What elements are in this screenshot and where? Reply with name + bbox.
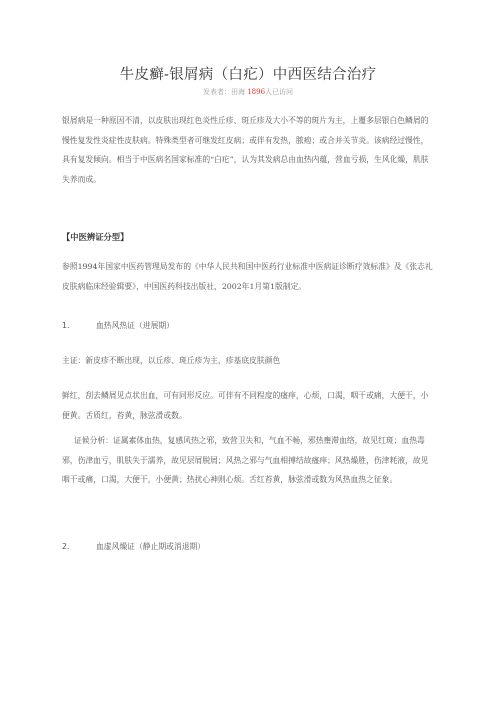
list-item-1-label: 血热风热证（进展期） bbox=[96, 321, 174, 330]
list-item-2-label: 血虚风燥证（静止期或消退期） bbox=[96, 542, 206, 551]
page-title: 牛皮癣-银屑病（白疕）中西医结合治疗 bbox=[119, 67, 377, 83]
main-symptom-paragraph bbox=[62, 351, 436, 371]
reference-paragraph bbox=[62, 257, 436, 296]
section-heading: 【中医辨证分型】 bbox=[62, 232, 129, 242]
intro-paragraph bbox=[62, 111, 436, 189]
reference-text: 参照1994年国家中医药管理局发布的《中华人民共和国中医药行业标准中医病证诊断疗效标准》及《张志礼皮肤病临床经验辑要》，中国医药科技出版社，2002年1月第1版制定。 bbox=[62, 262, 433, 291]
article-meta bbox=[0, 87, 496, 97]
main-symptom-text: 主证：新皮疹不断出现，以丘疹、斑丘疹为主，疹基底皮肤颜色 bbox=[62, 356, 281, 365]
meta-prefix: 发表者： bbox=[202, 88, 231, 96]
detail-text: 鲜红，刮去鳞屑见点状出血，可有同形反应。可伴有不同程度的瘙痒，心烦，口渴，咽干或痛，大便干，小便黄。舌质红，苔黄，脉弦滑或数。 bbox=[62, 391, 429, 420]
visit-count: 1896 bbox=[247, 88, 266, 96]
meta-suffix: 人已访问 bbox=[265, 88, 294, 96]
intro-text: 银屑病是一种原因不清，以皮肤出现红色炎性丘疹、斑丘疹及大小不等的斑片为主，上覆多层银白色鳞屑的慢性复发性炎症性皮肤病。特殊类型者可继发红皮病；或伴有发热，脓疱；或合并关节炎。该病经过慢性，具有复发倾向。相当于中医病名国家标准的“白疕”，认为其发病总由血热内蕴，营血亏损，生风化燥，肌肤失养而成。 bbox=[62, 116, 429, 184]
analysis-paragraph bbox=[62, 431, 436, 490]
list-item-2 bbox=[62, 541, 205, 552]
detail-paragraph bbox=[62, 386, 436, 425]
list-item-1 bbox=[62, 320, 174, 331]
list-item-2-number: 2. bbox=[62, 542, 70, 551]
analysis-text: 证候分析：证属素体血热，复感风热之邪，致营卫失和，气血不畅，邪热壅滞血络，故见红斑；血热毒邪，伤津血亏，肌肤失于濡养，故见层屑脱屑；风热之邪与气血相搏结故瘙痒；风热燥胜，伤津耗液，故见咽干或痛，口渴，大便干，小便黄；热扰心神则心烦。舌红苔黄，脉弦滑或数为风热血热之征象。 bbox=[62, 436, 429, 484]
meta-author: 田海 bbox=[230, 88, 245, 96]
list-item-1-number: 1. bbox=[62, 321, 70, 330]
